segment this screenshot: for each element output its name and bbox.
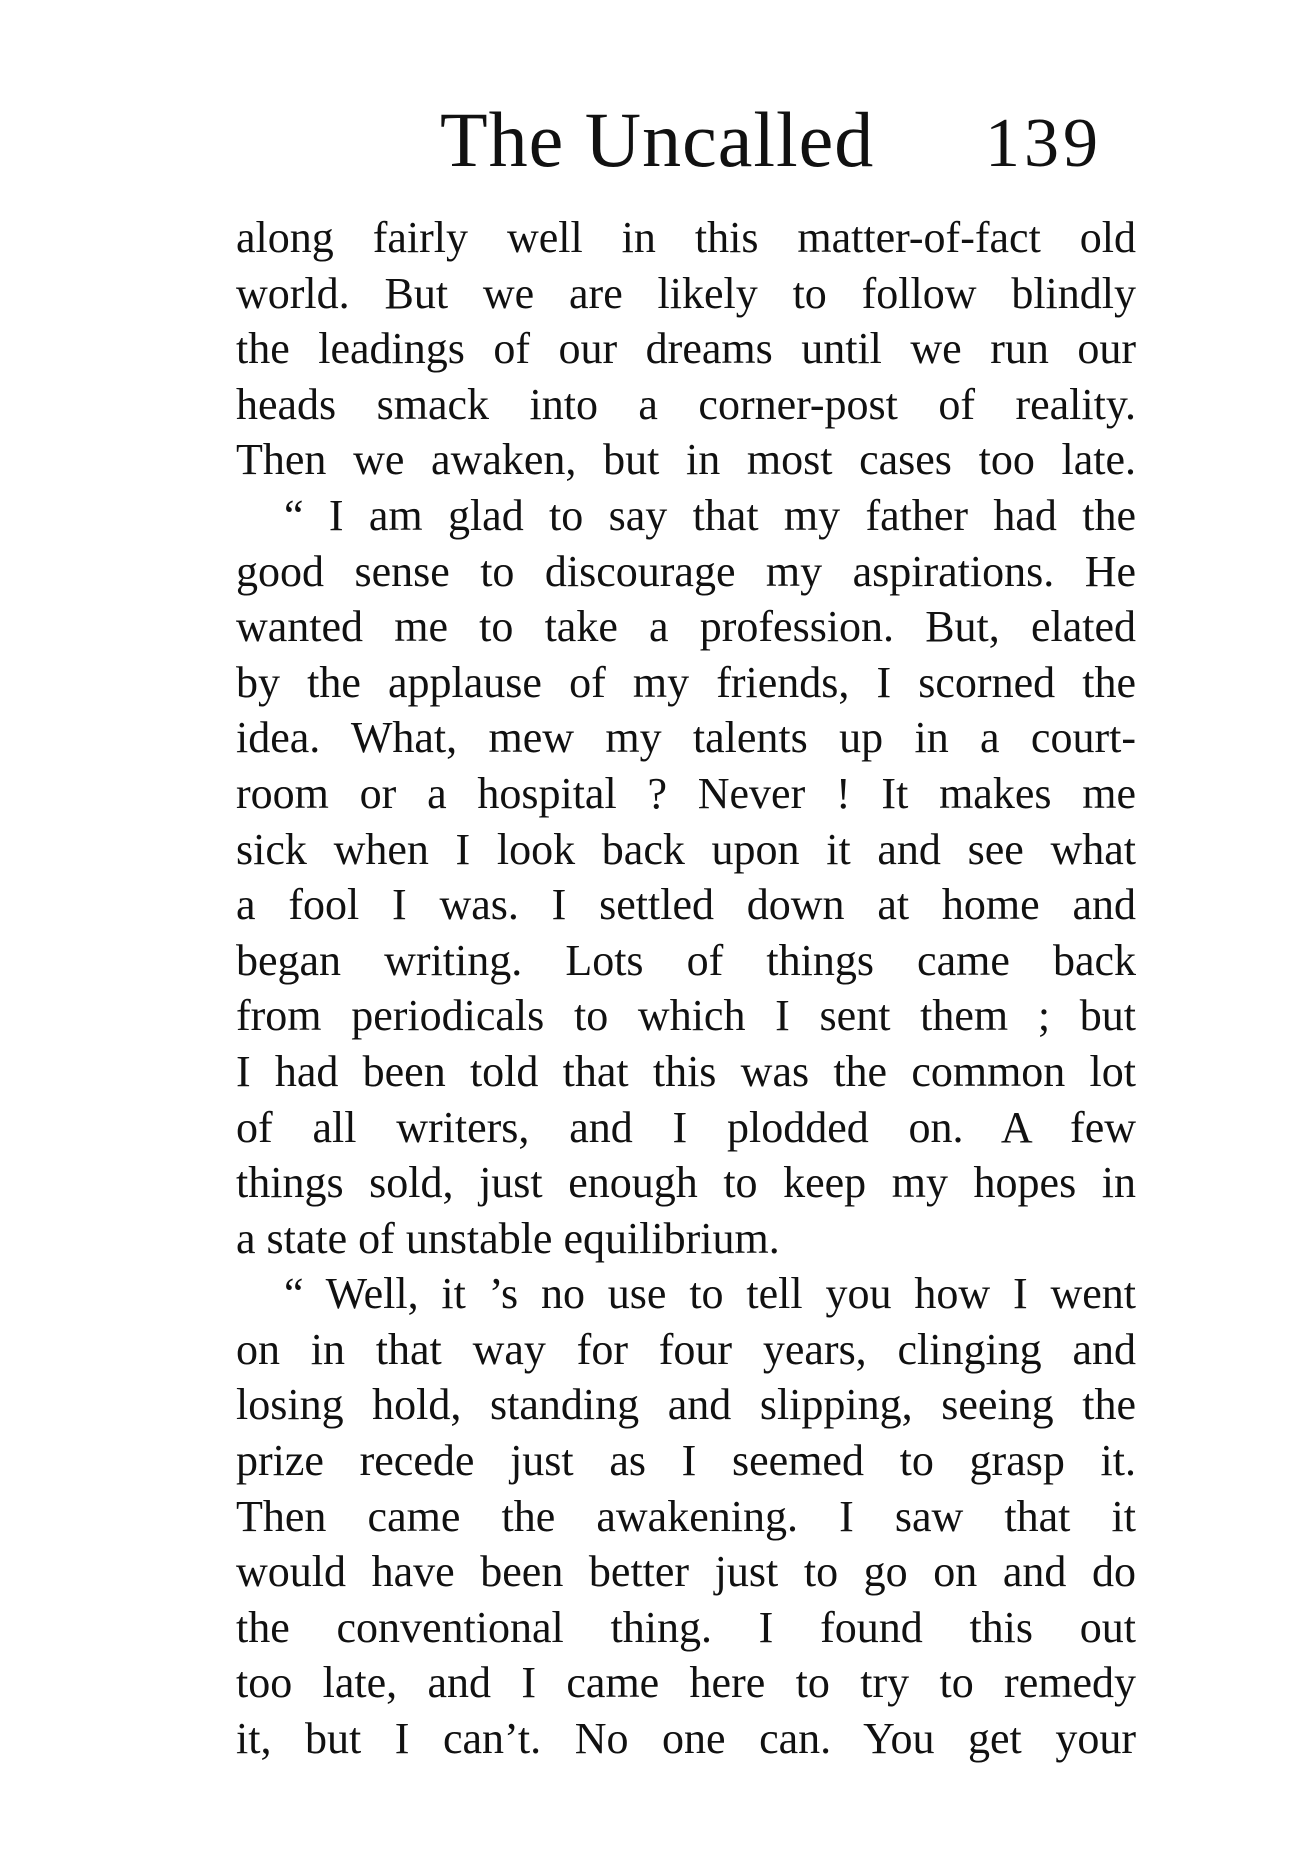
text-line: from periodicals to which I sent them ; but: [236, 991, 1136, 1041]
running-header: [0, 95, 1313, 185]
running-title: The Uncalled: [440, 96, 875, 183]
page-number: 139: [985, 105, 1102, 182]
text-line: it, but I can’t. No one can. You get your: [236, 1714, 1136, 1764]
text-line: on in that way for four years, clinging and: [236, 1324, 1136, 1374]
text-line: the leadings of our dreams until we run our: [236, 324, 1136, 374]
text-line: “ I am glad to say that my father had the: [284, 490, 1136, 540]
text-line: sick when I look back upon it and see what: [236, 824, 1136, 874]
text-line: would have been better just to go on and do: [236, 1547, 1136, 1597]
text-line: wanted me to take a profession. But, elated: [236, 602, 1136, 652]
text-line: heads smack into a corner-post of reality.: [236, 379, 1136, 429]
text-line: too late, and I came here to try to remedy: [236, 1658, 1136, 1708]
text-line: idea. What, mew my talents up in a court-: [236, 713, 1136, 763]
text-line: things sold, just enough to keep my hopes in: [236, 1158, 1136, 1208]
text-line: began writing. Lots of things came back: [236, 935, 1136, 985]
text-line: a state of unstable equilibrium.: [236, 1213, 780, 1263]
text-line: prize recede just as I seemed to grasp it.: [236, 1436, 1136, 1486]
text-line: Then came the awakening. I saw that it: [236, 1491, 1136, 1541]
text-line: a fool I was. I settled down at home and: [236, 880, 1136, 930]
text-line: “ Well, it ’s no use to tell you how I went: [284, 1269, 1136, 1319]
text-line: along fairly well in this matter-of-fact old: [236, 213, 1136, 262]
text-line: world. But we are likely to follow blindly: [236, 268, 1136, 318]
text-line: of all writers, and I plodded on. A few: [236, 1102, 1136, 1152]
text-line: by the applause of my friends, I scorned the: [236, 657, 1136, 707]
text-line: room or a hospital ? Never ! It makes me: [236, 768, 1136, 818]
text-line: losing hold, standing and slipping, seeing the: [236, 1380, 1136, 1430]
text-line: Then we awaken, but in most cases too late.: [236, 435, 1136, 485]
body-text: [236, 210, 1136, 1767]
text-line: good sense to discourage my aspirations. He: [236, 546, 1136, 596]
text-line: the conventional thing. I found this out: [236, 1602, 1136, 1652]
text-line: I had been told that this was the common lot: [236, 1046, 1136, 1096]
